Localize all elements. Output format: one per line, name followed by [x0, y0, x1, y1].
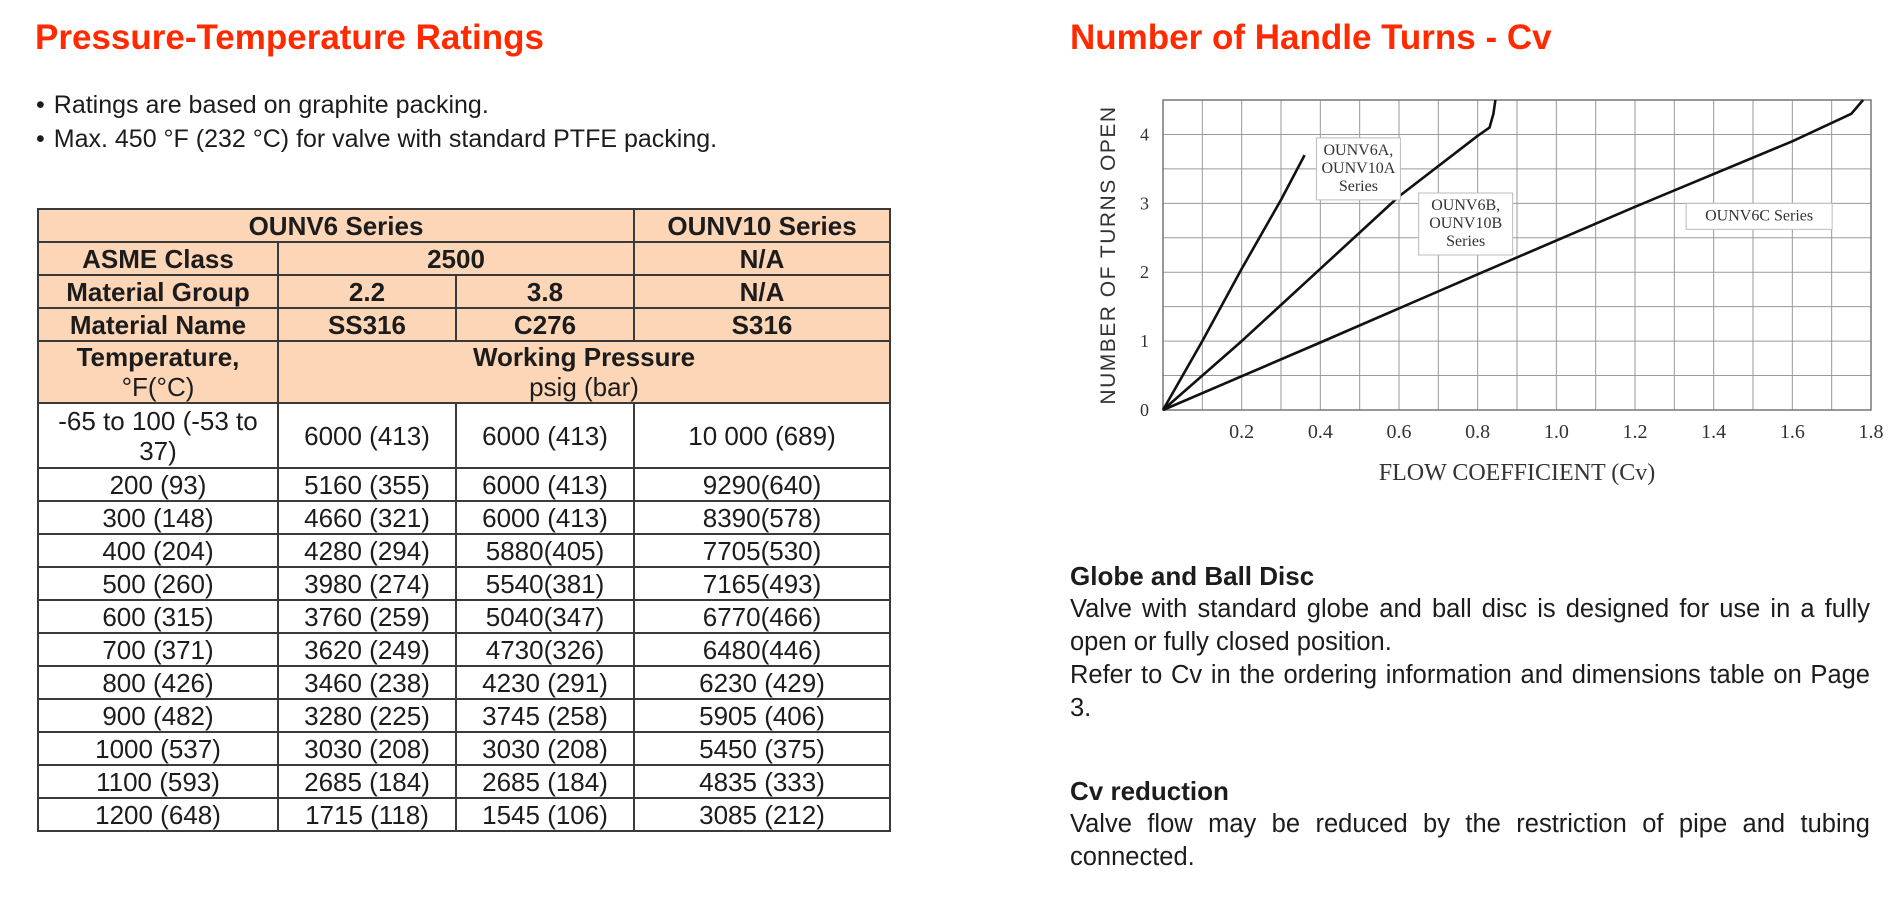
- working-pressure-units: psig (bar): [529, 372, 639, 402]
- series-ounv10-header: OUNV10 Series: [634, 209, 890, 242]
- note-graphite-packing: • Ratings are based on graphite packing.: [36, 88, 717, 122]
- asme-class-label: ASME Class: [38, 242, 278, 275]
- c276-pressure-cell: 3030 (208): [456, 732, 634, 765]
- c276-pressure-cell: 6000 (413): [456, 403, 634, 468]
- ss316-pressure-cell: 5160 (355): [278, 468, 456, 501]
- y-axis-label: NUMBER OF TURNS OPEN: [1097, 105, 1120, 405]
- temperature-cell: 700 (371): [38, 633, 278, 666]
- s316-pressure-cell: 6230 (429): [634, 666, 890, 699]
- y-tick-label: 1: [1140, 331, 1149, 352]
- x-tick-label: 1.4: [1701, 421, 1727, 443]
- ss316-pressure-cell: 1715 (118): [278, 798, 456, 831]
- ss316-pressure-cell: 3030 (208): [278, 732, 456, 765]
- x-tick-label: 1.8: [1858, 421, 1884, 443]
- y-tick-label: 2: [1140, 262, 1149, 283]
- ss316-pressure-cell: 6000 (413): [278, 403, 456, 468]
- cv-reduction-heading: Cv reduction: [1070, 776, 1229, 806]
- ss316-pressure-cell: 3460 (238): [278, 666, 456, 699]
- temperature-cell: 600 (315): [38, 600, 278, 633]
- ss316-pressure-cell: 4280 (294): [278, 534, 456, 567]
- material-name-c: S316: [634, 308, 890, 341]
- rating-row: [38, 699, 890, 732]
- rating-row: [38, 732, 890, 765]
- s316-pressure-cell: 9290(640): [634, 468, 890, 501]
- ratings-notes: [36, 88, 717, 156]
- material-name-a: SS316: [278, 308, 456, 341]
- y-tick-label: 0: [1140, 400, 1149, 420]
- series-label-text: OUNV6B,: [1431, 197, 1501, 214]
- ss316-pressure-cell: 4660 (321): [278, 501, 456, 534]
- cv-reduction-text: Valve flow may be reduced by the restriction of pipe and tubing connected.: [1070, 810, 1870, 871]
- c276-pressure-cell: 2685 (184): [456, 765, 634, 798]
- temperature-units: °F(°C): [121, 372, 195, 402]
- pressure-temperature-table: [37, 208, 891, 832]
- c276-pressure-cell: 6000 (413): [456, 501, 634, 534]
- globe-ball-disc-heading: Globe and Ball Disc: [1070, 561, 1315, 591]
- material-group-row: [38, 275, 890, 308]
- s316-pressure-cell: 7705(530): [634, 534, 890, 567]
- globe-ball-disc-text-2: Refer to Cv in the ordering information and dimensions table on Page 3.: [1070, 661, 1870, 722]
- c276-pressure-cell: 1545 (106): [456, 798, 634, 831]
- ss316-pressure-cell: 3760 (259): [278, 600, 456, 633]
- material-name-label: Material Name: [38, 308, 278, 341]
- c276-pressure-cell: 4730(326): [456, 633, 634, 666]
- x-tick-label: 0.8: [1465, 421, 1491, 443]
- cv-reduction-section: [1070, 775, 1870, 874]
- rating-row: [38, 765, 890, 798]
- working-pressure-header: [278, 341, 890, 403]
- s316-pressure-cell: 6770(466): [634, 600, 890, 633]
- s316-pressure-cell: 4835 (333): [634, 765, 890, 798]
- pressure-temperature-title: Pressure-Temperature Ratings: [35, 18, 544, 57]
- series-line: [1163, 155, 1305, 410]
- c276-pressure-cell: 5040(347): [456, 600, 634, 633]
- rating-row: [38, 567, 890, 600]
- temperature-cell: -65 to 100 (-53 to 37): [38, 403, 278, 468]
- y-tick-label: 3: [1140, 193, 1149, 214]
- rating-row: [38, 403, 890, 468]
- rating-row: [38, 468, 890, 501]
- x-axis-label: FLOW COEFFICIENT (Cv): [1378, 460, 1656, 486]
- handle-turns-cv-chart: [1085, 88, 1900, 498]
- s316-pressure-cell: 5450 (375): [634, 732, 890, 765]
- ss316-pressure-cell: 3280 (225): [278, 699, 456, 732]
- s316-pressure-cell: 3085 (212): [634, 798, 890, 831]
- temperature-cell: 400 (204): [38, 534, 278, 567]
- handle-turns-title: Number of Handle Turns - Cv: [1070, 18, 1552, 57]
- material-group-b: 3.8: [456, 275, 634, 308]
- ss316-pressure-cell: 3620 (249): [278, 633, 456, 666]
- material-name-b: C276: [456, 308, 634, 341]
- rating-rows: [38, 403, 890, 831]
- asme-class-ounv10: N/A: [634, 242, 890, 275]
- series-label-text: OUNV6C Series: [1705, 207, 1814, 225]
- temperature-cell: 800 (426): [38, 666, 278, 699]
- series-ounv6-header: OUNV6 Series: [38, 209, 634, 242]
- x-tick-label: 1.2: [1622, 421, 1648, 443]
- y-tick-label: 4: [1140, 124, 1149, 145]
- temperature-cell: 200 (93): [38, 468, 278, 501]
- asme-class-row: [38, 242, 890, 275]
- material-group-c: N/A: [634, 275, 890, 308]
- x-tick-label: 1.0: [1543, 421, 1569, 443]
- rating-row: [38, 600, 890, 633]
- temperature-cell: 300 (148): [38, 501, 278, 534]
- x-tick-label: 0.2: [1229, 421, 1255, 443]
- s316-pressure-cell: 8390(578): [634, 501, 890, 534]
- temperature-cell: 1100 (593): [38, 765, 278, 798]
- material-group-label: Material Group: [38, 275, 278, 308]
- series-label-text: OUNV6A,: [1323, 141, 1394, 159]
- c276-pressure-cell: 3745 (258): [456, 699, 634, 732]
- c276-pressure-cell: 5540(381): [456, 567, 634, 600]
- s316-pressure-cell: 5905 (406): [634, 699, 890, 732]
- c276-pressure-cell: 6000 (413): [456, 468, 634, 501]
- c276-pressure-cell: 5880(405): [456, 534, 634, 567]
- s316-pressure-cell: 7165(493): [634, 567, 890, 600]
- rating-row: [38, 534, 890, 567]
- series-label-text: OUNV10B: [1429, 215, 1503, 232]
- temperature-label: Temperature,: [76, 342, 240, 372]
- ss316-pressure-cell: 3980 (274): [278, 567, 456, 600]
- s316-pressure-cell: 6480(446): [634, 633, 890, 666]
- working-pressure-label: Working Pressure: [472, 342, 696, 372]
- temperature-header: [38, 341, 278, 403]
- globe-ball-disc-section: [1070, 560, 1870, 725]
- series-header-row: [38, 209, 890, 242]
- rating-row: [38, 798, 890, 831]
- series-label-text: OUNV10A: [1321, 159, 1396, 177]
- c276-pressure-cell: 4230 (291): [456, 666, 634, 699]
- rating-row: [38, 501, 890, 534]
- x-tick-label: 1.6: [1779, 421, 1805, 443]
- rating-row: [38, 633, 890, 666]
- rating-row: [38, 666, 890, 699]
- temperature-cell: 500 (260): [38, 567, 278, 600]
- x-tick-label: 0.4: [1307, 421, 1333, 443]
- temperature-cell: 1200 (648): [38, 798, 278, 831]
- asme-class-ounv6: 2500: [278, 242, 634, 275]
- material-name-row: [38, 308, 890, 341]
- ss316-pressure-cell: 2685 (184): [278, 765, 456, 798]
- series-label-text: Series: [1446, 233, 1486, 250]
- units-header-row: [38, 341, 890, 403]
- x-tick-label: 0.6: [1386, 421, 1412, 443]
- temperature-cell: 900 (482): [38, 699, 278, 732]
- note-ptfe-packing: • Max. 450 °F (232 °C) for valve with standard PTFE packing.: [36, 122, 717, 156]
- temperature-cell: 1000 (537): [38, 732, 278, 765]
- globe-ball-disc-text-1: Valve with standard globe and ball disc is designed for use in a fully open or fully closed position.: [1070, 595, 1870, 656]
- material-group-a: 2.2: [278, 275, 456, 308]
- series-label-text: Series: [1338, 177, 1378, 195]
- s316-pressure-cell: 10 000 (689): [634, 403, 890, 468]
